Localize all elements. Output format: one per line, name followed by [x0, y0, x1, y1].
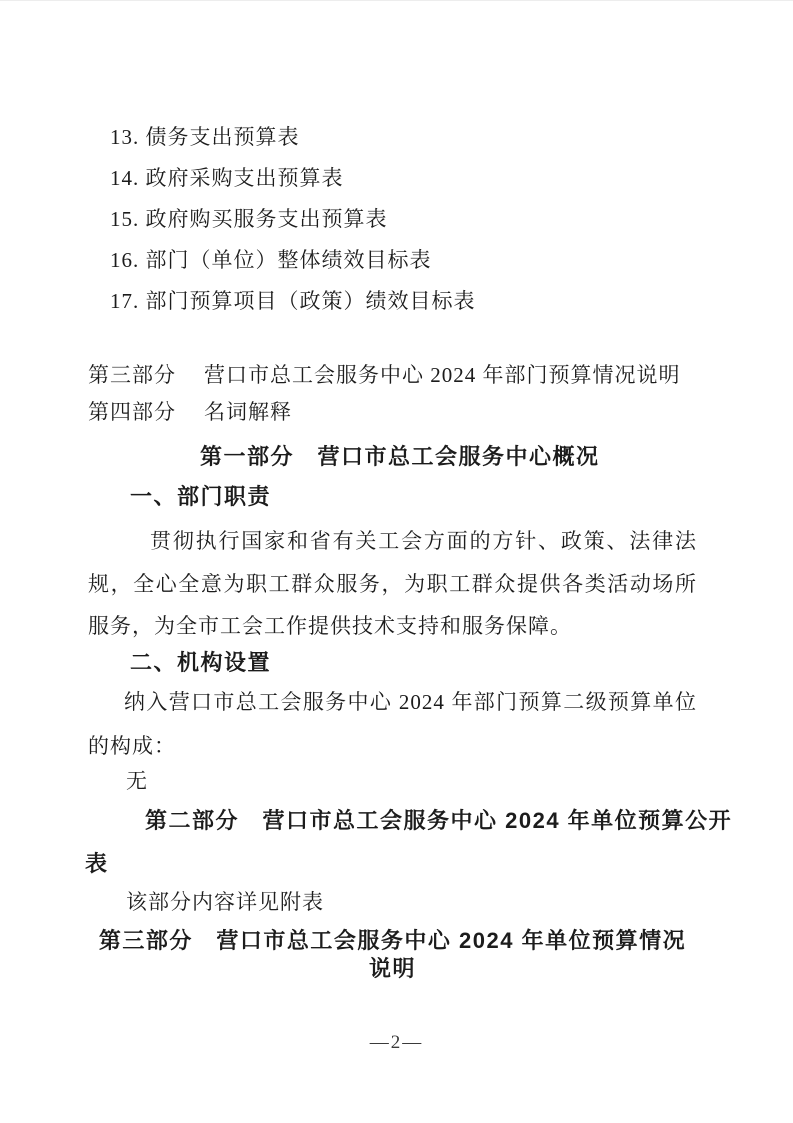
toc-part-title: 营口市总工会服务中心 2024 年部门预算情况说明 [204, 363, 681, 387]
section2-value-none: 无 [126, 769, 148, 793]
section2-heading: 二、机构设置 [130, 650, 272, 675]
section1-paragraph: 贯彻执行国家和省有关工会方面的方针、政策、法律法规，全心全意为职工群众服务，为职工群众提供各类活动场所服务，为全市工会工作提供技术支持和服务保障。 [88, 529, 697, 638]
part3-heading: 第三部分 营口市总工会服务中心 2024 年单位预算情况说明 [98, 928, 687, 981]
list-item: 14. 政府采购支出预算表 [110, 166, 344, 190]
toc-part-title: 名词解释 [204, 400, 292, 424]
list-item: 17. 部门预算项目（政策）绩效目标表 [110, 289, 476, 313]
part1-heading: 第一部分 营口市总工会服务中心概况 [200, 444, 600, 469]
toc-part-label: 第三部分 [88, 363, 176, 387]
toc-parts [88, 357, 697, 431]
attachment-table-list [88, 117, 697, 322]
toc-part-label: 第四部分 [88, 400, 176, 424]
toc-row [88, 357, 697, 394]
toc-row [88, 394, 697, 431]
part2-heading-line1: 第二部分 营口市总工会服务中心 2024 年单位预算公开 [145, 808, 733, 833]
page-number: —2— [369, 1032, 424, 1053]
section1-heading: 一、部门职责 [130, 484, 272, 509]
section2-paragraph: 纳入营口市总工会服务中心 2024 年部门预算二级预算单位的构成： [88, 690, 697, 758]
list-item: 16. 部门（单位）整体绩效目标表 [110, 248, 432, 272]
list-item: 13. 债务支出预算表 [110, 125, 300, 149]
list-item: 15. 政府购买服务支出预算表 [110, 207, 388, 231]
part2-body: 该部分内容详见附表 [126, 890, 324, 914]
part2-heading-line2: 表 [85, 851, 109, 876]
